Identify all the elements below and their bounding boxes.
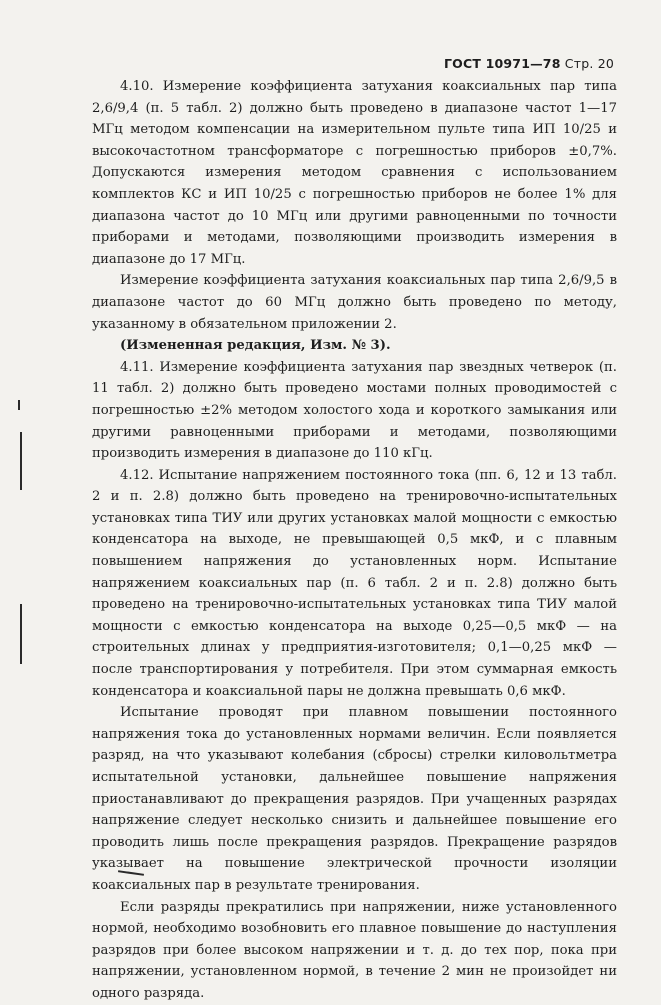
paragraph-discharge-resume: Если разряды прекратились при напряжении, ниже установленного нормой, необходимо возобновить его плавное повышение до наступления разрядов при более высоком напряжении и т. д. до тех пор, пока при напряжении, установленном нормой, в течение 2 мин не произойдет ни одного разряда. <box>92 899 617 1001</box>
paragraph-4-10-continuation: Измерение коэффициента затухания коаксиальных пар типа 2,6/9,5 в диапазоне частот до 60 МГц должно быть проведено по методу, указанному в обязательном приложении 2. <box>92 273 617 332</box>
paragraph-4-12: 4.12. Испытание напряжением постоянного тока (пп. 6, 12 и 13 табл. 2 и п. 2.8) должно быть проведено на тренировочно-испытательных установках типа ТИУ или других установках малой мощности с емкостью конденсатора на выходе, не превышающей 0,5 мкФ, и с плавным повышением напряжения до установленных норм. Испытание напряжением коаксиальных пар (п. 6 табл. 2 и п. 2.8) должно быть проведено на тренировочно-испытательных установках типа ТИУ малой мощности с емкостью конденсатора на выходе 0,25—0,5 мкФ — на строительных длинах у предприятия-изготовителя; 0,1—0,25 мкФ — после транспортирования у потребителя. При этом суммарная емкость конденсатора и коаксиальной пары не должна превышать 0,6 мкФ. <box>92 467 617 699</box>
paragraph-test-procedure: Испытание проводят при плавном повышении постоянного напряжения тока до установленных нормами величин. Если появляется разряд, на что указывают колебания (сбросы) стрелки киловольтметра испытательной установки, дальнейшее повышение напряжения приостанавливают до прекращения разрядов. При учащенных разрядах напряжение следует несколько снизить и дальнейшее повышение его проводить лишь после прекращения разрядов. Прекращение разрядов указывает на повышение электрической прочности изоляции коаксиальных пар в результате тренирования. <box>92 705 617 893</box>
paragraph-4-11: 4.11. Измерение коэффициента затухания пар звездных четверок (п. 11 табл. 2) должно быть проведено мостами полных проводимостей с погрешностью ±2% методом холостого хода и короткого замыкания или другими равноценными приборами и методами, позволяющими производить измерения в диапазоне до 110 кГц. <box>92 359 617 462</box>
paragraph-4-10: 4.10. Измерение коэффициента затухания коаксиальных пар типа 2,6/9,4 (п. 5 табл. 2) должно быть проведено в диапазоне частот 1—17 МГц методом компенсации на измерительном пульте типа ИП 10/25 и высокочастотном трансформаторе с погрешностью приборов ±0,7%. Допускаются измерения методом сравнения с использованием комплектов КС и ИП 10/25 с погрешностью приборов не более 1% для диапазона частот до 10 МГц или другими равноценными по точности приборами и методами, позволяющими производить измерения в диапазоне до 17 МГц. <box>92 79 617 267</box>
margin-mark <box>20 432 22 490</box>
page-header <box>444 56 614 71</box>
document-body <box>92 76 617 1005</box>
margin-mark <box>18 400 20 410</box>
margin-mark <box>20 604 22 664</box>
standard-number: ГОСТ 10971—78 <box>443 56 561 71</box>
amendment-note: (Измененная редакция, Изм. № 3). <box>120 338 391 354</box>
page-number: Стр. 20 <box>564 56 614 71</box>
